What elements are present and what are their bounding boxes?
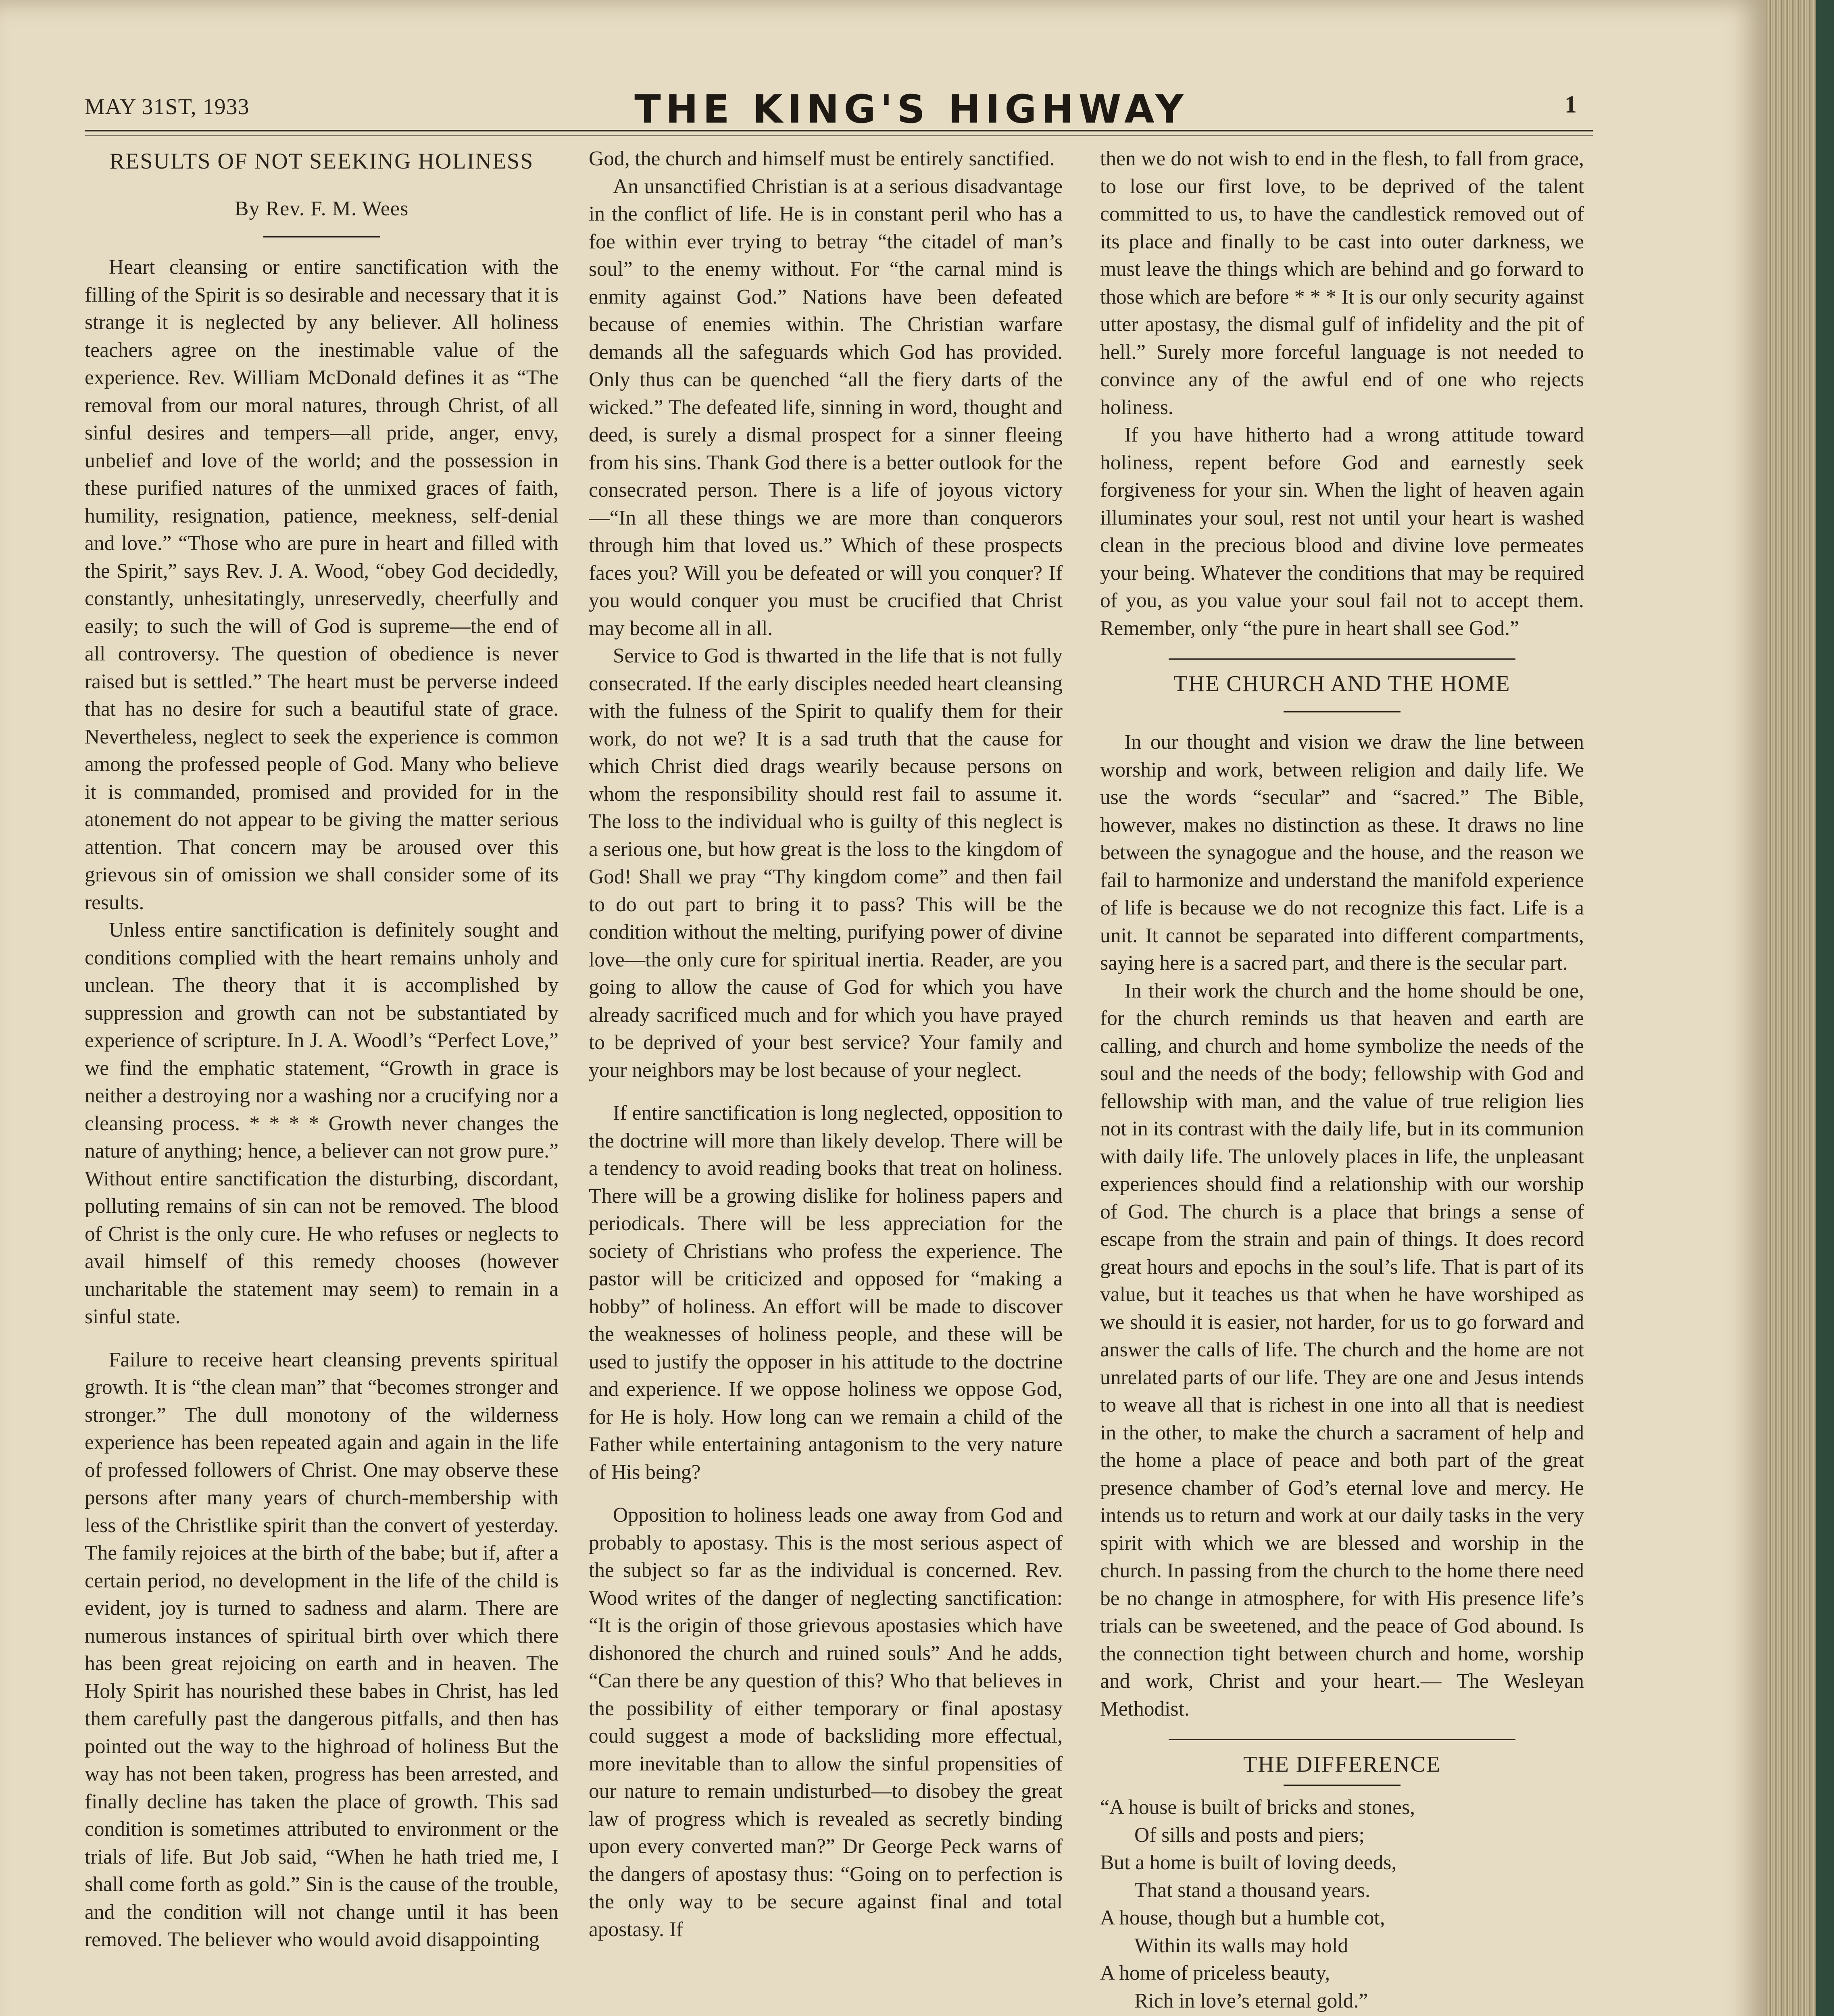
title-divider [1284,1785,1401,1786]
paragraph: then we do not wish to end in the flesh, to fall from grace, to lose our first love, to be deprived of the talent committed to us, to have the candlestick removed out of its place and finally to be cast into outer darkness, we must leave the things which are behind and go forward to those which are before * * * It is our only security against utter apostasy, the dismal gulf of infidelity and the pit of hell.” Surely more forceful language is not needed to convince any of the awful end of one who rejects holiness. [1100,147,1584,419]
issue-date: MAY 31ST, 1933 [85,94,250,119]
poem-line: That stand a thousand years. [1134,1879,1370,1902]
masthead-rule [85,130,1593,136]
poem [1100,1794,1584,2015]
masthead [85,87,1577,132]
column-3 [1100,145,1584,2016]
article-title: RESULTS OF NOT SEEKING HOLINESS [109,149,534,174]
article-divider [1169,1739,1515,1740]
poem-line: Of sills and posts and piers; [1134,1823,1365,1847]
poem-line: But a home is built of loving deeds, [1100,1851,1397,1874]
article-title: THE DIFFERENCE [1243,1752,1441,1777]
article-title: THE CHURCH AND THE HOME [1173,671,1511,696]
paragraph: Unless entire sanctification is definitely sought and conditions complied with the heart remains unholy and unclean. The theory that it is accomplished by suppression and growth can not be substantiated by experience of scripture. In J. A. Woodl’s “Perfect Love,” we find the emphatic statement, “Growth in grace is neither a destroying nor a washing nor a crucifying nor a cleansing process. * * * * Growth never changes the nature of anything; hence, a believer can not grow pure.” Without entire sanctification the disturbing, discordant, polluting remains of sin can not be removed. The blood of Christ is the only cure. He who refuses or neglects to avail himself of this remedy chooses (however uncharitable the statement may seem) to remain in a sinful state. [85,918,559,1328]
article-divider [1169,658,1515,660]
publication-title: THE KING'S HIGHWAY [634,87,1188,132]
poem-line: “A house is built of bricks and stones, [1100,1796,1415,1819]
page-number: 1 [1565,91,1577,118]
paragraph: Heart cleansing or entire sanctification with the filling of the Spirit is so desirable and necessary that it is strange it is neglected by any believer. All holiness teachers agree on the inestimable value of the experience. Rev. William McDonald defines it as “The removal from our moral natures, through Christ, of all sinful desires and tempers—all pride, anger, envy, unbelief and love of the world; and the possession in these purified natures of the unmixed graces of faith, humility, resignation, patience, meekness, self-denial and love.” “Those who are pure in heart and filled with the Spirit,” says Rev. J. A. Wood, “obey God decidedly, constantly, unhesitatingly, unreservedly, cheerfully and easily; to such the will of God is supreme—the end of all controversy. The question of obedience is never raised but is settled.” The heart must be perverse indeed that has no desire for such a beautiful state of grace. Nevertheless, neglect to seek the experience is common among the professed people of God. Many who believe it is commanded, promised and provided for in the atonement do not appear to be giving the matter serious attention. That concern may be aroused over this grievous sin of omission we shall consider some of its results. [85,256,559,914]
poem-line: Within its walls may hold [1134,1934,1348,1957]
book-cover-edge [1816,0,1834,2016]
column-1 [85,145,559,2016]
paragraph: An unsanctified Christian is at a serious disadvantage in the conflict of life. He is in constant peril who has a foe within ever trying to betray “the citadel of man’s soul” to the enemy without. For “the carnal mind is enmity against God.” Nations have been defeated because of enemies within. The Christian warfare demands all the safeguards which God has provided. Only thus can be quenched “all the fiery darts of the wicked.” The defeated life, sinning in word, thought and deed, is surely a dismal prospect for a sinner fleeing from his sins. Thank God there is a better outlook for the consecrated person. There is a life of joyous victory—“In all these things we are more than conquerors through him that loved us.” Which of these prospects faces you? Will you be defeated or will you conquer? If you would conquer you must be crucified that Christ may become all in all. [589,175,1063,640]
paragraph: God, the church and himself must be entirely sanctified. [589,147,1055,170]
byline-divider [263,236,380,237]
poem-line: A home of priceless beauty, [1100,1962,1330,1985]
paragraph: If you have hitherto had a wrong attitude toward holiness, repent before God and earnestly seek forgiveness for your sin. When the light of heaven again illuminates your soul, rest not until your heart is washed clean in the precious blood and divine love permeates your being. Whatever the conditions that may be required of you, as you value your soul fail not to accept them. Remember, only “the pure in heart shall see God.” [1100,423,1584,640]
paragraph: If entire sanctification is long neglected, opposition to the doctrine will more than likely develop. There will be a tendency to avoid reading books that treat on holiness. There will be a growing dislike for holiness papers and periodicals. There will be less appreciation for the society of Christians who profess the experience. The pastor will be criticized and opposed for “making a hobby” of holiness. An effort will be made to discover the weaknesses of holiness people, and these will be used to justify the opposer in his attitude to the doctrine and experience. If we oppose holiness we oppose God, for He is holy. How long can we remain a child of the Father while entertaining antagonism to the very nature of His being? [589,1102,1063,1484]
paragraph: In our thought and vision we draw the line between worship and work, between religion and daily life. We use the words “secular” and “sacred.” The Bible, however, makes no distinction as these. It draws no line between the synagogue and the house, and the reason we fail to harmonize and understand the manifold experience of life is because we do not recognize this fact. Life is a unit. It cannot be separated into different compartments, saying here is a sacred part, and there is the secular part. [1100,731,1584,975]
paragraph: Failure to receive heart cleansing prevents spiritual growth. It is “the clean man” that “becomes stronger and stronger.” The dull monotony of the wilderness experience has been repeated again and again in the life of professed followers of Christ. One may observe these persons after many years of church-membership with less of the Christlike spirit than the convert of yesterday. The family rejoices at the birth of the babe; but if, after a certain period, no development in the life of the child is evident, joy is turned to sadness and alarm. There are numerous instances of spiritual birth over which there has been great rejoicing on earth and in heaven. The Holy Spirit has nourished these babes in Christ, has led them carefully past the dangerous pitfalls, and then has pointed out the way to the highroad of holiness But the way has not been taken, progress has been arrested, and finally decline has taken the place of growth. This sad condition is sometimes attributed to environment or the trials of life. But Job said, “When he hath tried me, I shall come forth as gold.” Sin is the cause of the trouble, and the condition will not change until it has been removed. The believer who would avoid disappointing [85,1348,559,1951]
poem-line: Rich in love’s eternal gold.” [1134,1989,1368,2012]
title-divider [1284,711,1401,712]
article-byline: By Rev. F. M. Wees [234,197,409,220]
page-edges [1766,0,1834,2016]
poem-line: A house, though but a humble cot, [1100,1906,1385,1929]
column-2 [589,145,1063,2016]
paragraph: In their work the church and the home should be one, for the church reminds us that heaven and earth are calling, and church and home symbolize the needs of the soul and the needs of the body; fellowship with God and fellowship with man, and the value of true religion lies not in its contrast with the daily life, but in its communion with daily life. The unlovely places in life, the unpleasant experiences should find a relationship with our worship of God. The church is a place that brings a sense of escape from the strain and pain of things. It does record great hours and epochs in the soul’s life. That is part of its value, but it teaches us that when he have worshiped as we should it is easier, not harder, for us to go forward and answer the calls of life. The church and the home are not unrelated parts of our life. They are one and Jesus intends to weave all that is richest in one into all that is neediest in the other, to make the church a sacrament of help and the home a place of peace and both part of the great presence chamber of God’s eternal love and mercy. He intends us to return and work at our daily tasks in the very spirit with which we are blessed and worship in the church. In passing from the church to the home there need be no change in atmosphere, for with His presence life’s trials can be sweetened, and the peace of God abound. Is the connection tight between church and home, worship and work, Christ and your heart.— The Wesleyan Methodist. [1100,979,1584,1720]
paragraph: Service to God is thwarted in the life that is not fully consecrated. If the early disciples needed heart cleansing with the fulness of the Spirit to qualify them for their work, do not we? It is a sad truth that the cause for which Christ died drags wearily because persons on whom the responsibility should rest fail to assume it. The loss to the individual who is guilty of this neglect is a serious one, but how great is the loss to the kingdom of God! Shall we pray “Thy kingdom come” and then fail to do out part to bring it to pass? This will be the condition without the melting, purifying power of divine love—the only cure for spiritual inertia. Reader, are you going to allow the cause of God for which you have already sacrificed much and for which you have prayed to be deprived of your best service? Your family and your neighbors may be lost because of your neglect. [589,644,1063,1082]
paragraph: Opposition to holiness leads one away from God and probably to apostasy. This is the most serious aspect of the subject so far as the individual is concerned. Rev. Wood writes of the danger of neglecting sanctification: “It is the origin of those grievous apostasies which have dishonored the church and ruined souls” And he adds, “Can there be any question of this? Who that believes in the possibility of either temporary or final apostasy could suggest a mode of backsliding more effectual, more inevitable than to allow the sinful propensities of our nature to remain undisturbed—to disobey the great law of progress which is revealed as secretly binding upon every converted man?” Dr George Peck warns of the dangers of apostasy thus: “Going on to perfection is the only way to be secure against final and total apostasy. If [589,1504,1063,1941]
